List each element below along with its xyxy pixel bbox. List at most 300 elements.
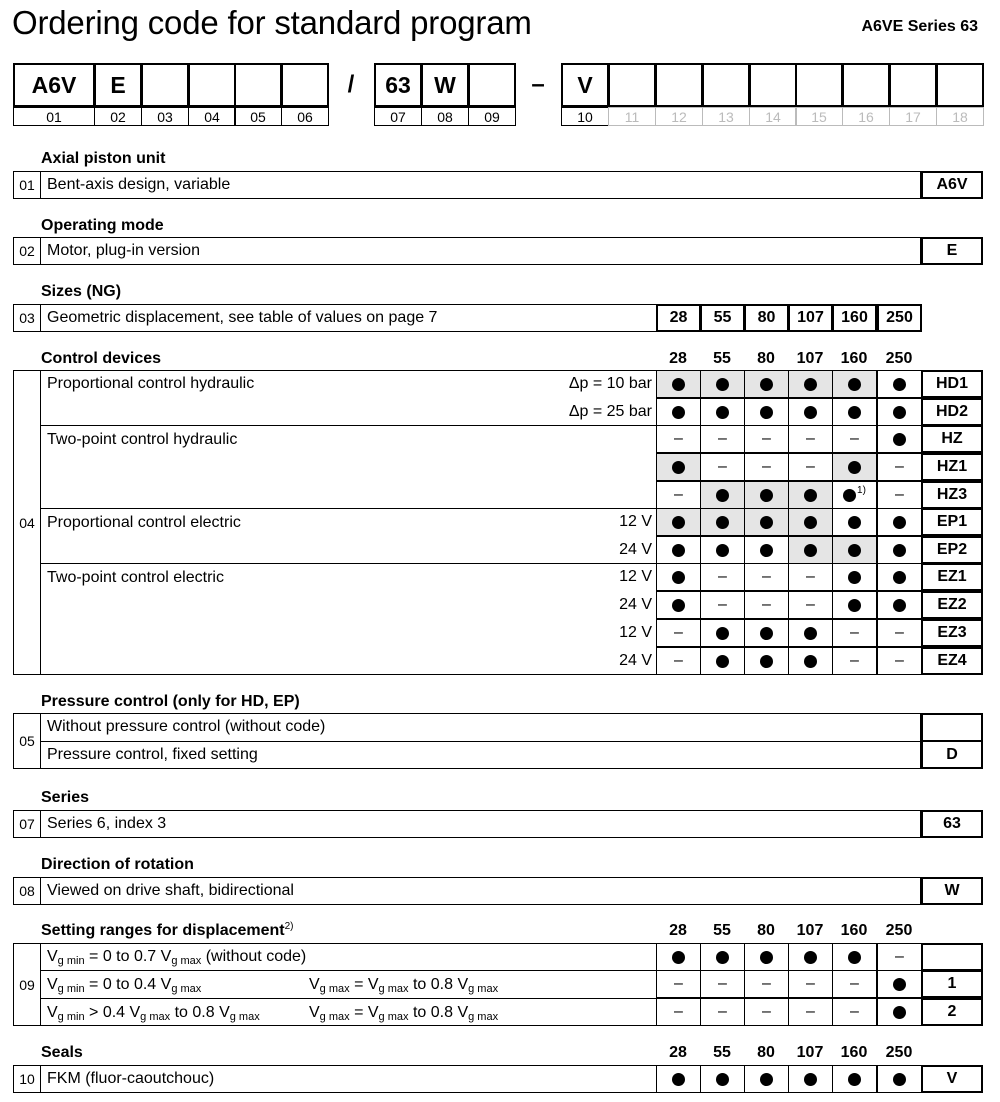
not-available-dash: – xyxy=(806,568,815,585)
available-dot-icon xyxy=(804,951,817,964)
code-none xyxy=(921,713,983,742)
availability-cell-80 xyxy=(744,1065,789,1093)
available-dot-icon xyxy=(848,951,861,964)
row-number-03: 03 xyxy=(13,304,41,332)
code-A6V: A6V xyxy=(921,171,983,199)
availability-cell-28 xyxy=(656,943,701,971)
section-title-10: Seals xyxy=(41,1044,83,1061)
footnote-mark: 1) xyxy=(857,484,866,496)
section-title-02: Operating mode xyxy=(41,217,164,234)
available-dot-icon xyxy=(804,378,817,391)
availability-cell-107 xyxy=(788,998,833,1026)
size-header-107: 107 xyxy=(796,350,824,367)
not-available-dash: – xyxy=(674,624,683,641)
code-position-05: 05 xyxy=(234,107,282,126)
not-available-dash: – xyxy=(895,624,904,641)
availability-cell-160 xyxy=(832,647,877,675)
availability-cell-160 xyxy=(832,453,877,481)
code-position-14: 14 xyxy=(749,107,797,126)
not-available-dash: – xyxy=(806,1003,815,1020)
availability-cell-107 xyxy=(788,970,833,998)
availability-cell-55 xyxy=(700,453,745,481)
available-dot-icon xyxy=(672,406,685,419)
availability-cell-80 xyxy=(744,370,789,398)
code-box-04 xyxy=(188,63,236,107)
availability-cell-107 xyxy=(788,425,833,453)
row-condition: 24 V xyxy=(619,652,652,669)
availability-cell-160 xyxy=(832,425,877,453)
available-dot-icon xyxy=(848,378,861,391)
group-divider xyxy=(41,425,657,426)
availability-cell-250 xyxy=(877,453,922,481)
not-available-dash: – xyxy=(806,596,815,613)
group-hz-label: Two-point control hydraulic xyxy=(47,431,238,448)
code-position-07: 07 xyxy=(374,107,422,126)
row-number-02: 02 xyxy=(13,237,41,265)
code-position-10: 10 xyxy=(561,107,609,126)
code-V: V xyxy=(921,1065,983,1093)
availability-cell-160 xyxy=(832,998,877,1026)
row-divider xyxy=(41,970,657,971)
availability-cell-160 xyxy=(832,970,877,998)
not-available-dash: – xyxy=(762,596,771,613)
not-available-dash: – xyxy=(718,1003,727,1020)
availability-cell-160 xyxy=(832,943,877,971)
size-cell-80: 80 xyxy=(744,304,789,332)
not-available-dash: – xyxy=(674,1003,683,1020)
size-header-28: 28 xyxy=(669,1044,687,1061)
not-available-dash: – xyxy=(806,430,815,447)
code-EP2: EP2 xyxy=(921,536,983,564)
separator-dash: – xyxy=(531,71,545,98)
section-title-04: Control devices xyxy=(41,350,162,367)
not-available-dash: – xyxy=(850,430,859,447)
size-cell-250: 250 xyxy=(877,304,922,332)
availability-cell-250 xyxy=(877,398,922,426)
available-dot-icon xyxy=(893,516,906,529)
availability-cell-28 xyxy=(656,1065,701,1093)
availability-cell-80 xyxy=(744,425,789,453)
not-available-dash: – xyxy=(895,486,904,503)
range-code: 2 xyxy=(921,998,983,1026)
available-dot-icon xyxy=(760,406,773,419)
group-ez-label: Two-point control electric xyxy=(47,569,224,586)
availability-cell-28 xyxy=(656,563,701,591)
row-number-05: 05 xyxy=(13,713,41,769)
code-HZ3: HZ3 xyxy=(921,481,983,509)
available-dot-icon xyxy=(760,655,773,668)
group-hd-label: Proportional control hydraulic xyxy=(47,375,255,392)
availability-cell-80 xyxy=(744,508,789,536)
section-title-09: Setting ranges for displacement$^{2)}$ xyxy=(41,921,294,939)
code-EZ2: EZ2 xyxy=(921,591,983,619)
range-code xyxy=(921,943,983,971)
size-cell-55: 55 xyxy=(700,304,745,332)
range-code: 1 xyxy=(921,970,983,998)
availability-cell-28 xyxy=(656,591,701,619)
available-dot-icon xyxy=(716,1073,729,1086)
code-box-06 xyxy=(281,63,329,107)
availability-cell-28 xyxy=(656,536,701,564)
section-title-01: Axial piston unit xyxy=(41,150,166,167)
availability-cell-55 xyxy=(700,425,745,453)
not-available-dash: – xyxy=(762,430,771,447)
code-position-17: 17 xyxy=(889,107,937,126)
available-dot-icon xyxy=(848,406,861,419)
row-condition: 12 V xyxy=(619,624,652,641)
size-header-80: 80 xyxy=(757,922,775,939)
available-dot-icon xyxy=(893,571,906,584)
code-box-12 xyxy=(655,63,703,107)
available-dot-icon xyxy=(716,516,729,529)
code-position-04: 04 xyxy=(188,107,236,126)
availability-cell-107 xyxy=(788,647,833,675)
available-dot-icon xyxy=(804,406,817,419)
availability-cell-107 xyxy=(788,508,833,536)
code-box-01: A6V xyxy=(13,63,95,107)
code-D: D xyxy=(921,740,983,769)
availability-cell-107 xyxy=(788,536,833,564)
size-header-250: 250 xyxy=(885,350,913,367)
not-available-dash: – xyxy=(806,458,815,475)
availability-cell-107 xyxy=(788,563,833,591)
size-header-55: 55 xyxy=(713,1044,731,1061)
availability-cell-28 xyxy=(656,398,701,426)
size-header-80: 80 xyxy=(757,350,775,367)
row-text-01: Bent-axis design, variable xyxy=(47,176,231,193)
available-dot-icon xyxy=(672,461,685,474)
row-text-08: Viewed on drive shaft, bidirectional xyxy=(47,882,294,899)
row-condition: 24 V xyxy=(619,596,652,613)
availability-cell-160 xyxy=(832,398,877,426)
availability-cell-80 xyxy=(744,998,789,1026)
size-header-28: 28 xyxy=(669,350,687,367)
code-position-02: 02 xyxy=(94,107,142,126)
range-text-2-right: $V_{g max} = V_{g max}$ to 0.8 $V_{g max}$ xyxy=(309,1004,499,1023)
size-header-55: 55 xyxy=(713,350,731,367)
available-dot-icon xyxy=(804,655,817,668)
size-header-107: 107 xyxy=(796,922,824,939)
available-dot-icon xyxy=(760,627,773,640)
available-dot-icon xyxy=(893,544,906,557)
not-available-dash: – xyxy=(762,975,771,992)
available-dot-icon xyxy=(893,378,906,391)
code-position-08: 08 xyxy=(421,107,469,126)
availability-cell-107 xyxy=(788,619,833,647)
available-dot-icon xyxy=(843,489,856,502)
available-dot-icon xyxy=(716,655,729,668)
availability-cell-160 xyxy=(832,591,877,619)
availability-cell-55 xyxy=(700,943,745,971)
not-available-dash: – xyxy=(850,975,859,992)
availability-cell-160 xyxy=(832,481,877,509)
row-number-10: 10 xyxy=(13,1065,41,1093)
availability-cell-28 xyxy=(656,619,701,647)
code-HD2: HD2 xyxy=(921,398,983,426)
row-condition: 24 V xyxy=(619,541,652,558)
availability-cell-80 xyxy=(744,591,789,619)
code-position-11: 11 xyxy=(608,107,656,126)
series-header: A6VE Series 63 xyxy=(861,18,978,35)
availability-cell-160 xyxy=(832,536,877,564)
availability-cell-55 xyxy=(700,591,745,619)
not-available-dash: – xyxy=(895,458,904,475)
section-title-08: Direction of rotation xyxy=(41,856,194,873)
available-dot-icon xyxy=(893,1006,906,1019)
available-dot-icon xyxy=(893,978,906,991)
section-title-07: Series xyxy=(41,789,90,806)
code-position-13: 13 xyxy=(702,107,750,126)
available-dot-icon xyxy=(848,1073,861,1086)
available-dot-icon xyxy=(672,516,685,529)
code-box-02: E xyxy=(94,63,142,107)
row-number-08: 08 xyxy=(13,877,41,905)
available-dot-icon xyxy=(716,544,729,557)
not-available-dash: – xyxy=(674,486,683,503)
availability-cell-160 xyxy=(832,563,877,591)
not-available-dash: – xyxy=(718,975,727,992)
availability-cell-250 xyxy=(877,536,922,564)
available-dot-icon xyxy=(760,489,773,502)
availability-cell-80 xyxy=(744,536,789,564)
row-divider xyxy=(41,741,921,742)
not-available-dash: – xyxy=(895,652,904,669)
not-available-dash: – xyxy=(674,430,683,447)
availability-cell-55 xyxy=(700,998,745,1026)
code-box-10: V xyxy=(561,63,609,107)
available-dot-icon xyxy=(716,378,729,391)
code-position-03: 03 xyxy=(141,107,189,126)
code-E: E xyxy=(921,237,983,265)
row-desc-07 xyxy=(41,810,921,838)
size-header-28: 28 xyxy=(669,922,687,939)
code-box-03 xyxy=(141,63,189,107)
code-position-06: 06 xyxy=(281,107,329,126)
code-HD1: HD1 xyxy=(921,370,983,398)
row-number-04: 04 xyxy=(13,370,41,675)
available-dot-icon xyxy=(804,1073,817,1086)
available-dot-icon xyxy=(672,378,685,391)
availability-cell-55 xyxy=(700,398,745,426)
not-available-dash: – xyxy=(674,975,683,992)
availability-cell-55 xyxy=(700,619,745,647)
row-text-10: FKM (fluor-caoutchouc) xyxy=(47,1070,215,1087)
size-cell-28: 28 xyxy=(656,304,701,332)
available-dot-icon xyxy=(848,599,861,612)
availability-cell-28 xyxy=(656,647,701,675)
available-dot-icon xyxy=(760,1073,773,1086)
size-header-250: 250 xyxy=(885,1044,913,1061)
range-text-0: $V_{g min} = 0$ to 0.7 $V_{g max}$ (without code) xyxy=(47,948,307,967)
available-dot-icon xyxy=(848,544,861,557)
available-dot-icon xyxy=(672,1073,685,1086)
not-available-dash: – xyxy=(762,458,771,475)
not-available-dash: – xyxy=(674,652,683,669)
availability-cell-250 xyxy=(877,563,922,591)
not-available-dash: – xyxy=(718,596,727,613)
availability-cell-80 xyxy=(744,970,789,998)
availability-cell-250 xyxy=(877,943,922,971)
availability-cell-107 xyxy=(788,943,833,971)
availability-cell-250 xyxy=(877,591,922,619)
available-dot-icon xyxy=(848,516,861,529)
availability-cell-160 xyxy=(832,1065,877,1093)
availability-cell-80 xyxy=(744,647,789,675)
availability-cell-107 xyxy=(788,370,833,398)
available-dot-icon xyxy=(804,516,817,529)
size-header-55: 55 xyxy=(713,922,731,939)
availability-cell-80 xyxy=(744,943,789,971)
code-position-09: 09 xyxy=(468,107,516,126)
code-position-16: 16 xyxy=(842,107,890,126)
code-EZ1: EZ1 xyxy=(921,563,983,591)
size-header-250: 250 xyxy=(885,922,913,939)
code-box-05 xyxy=(234,63,282,107)
available-dot-icon xyxy=(716,406,729,419)
range-text-2: $V_{g min} > 0.4$ $V_{g max}$ to 0.8 $V_{g max}$ xyxy=(47,1004,260,1023)
availability-cell-250 xyxy=(877,425,922,453)
code-box-16 xyxy=(842,63,890,107)
availability-cell-80 xyxy=(744,398,789,426)
availability-cell-28 xyxy=(656,370,701,398)
availability-cell-107 xyxy=(788,398,833,426)
code-box-09 xyxy=(468,63,516,107)
available-dot-icon xyxy=(893,406,906,419)
available-dot-icon xyxy=(672,571,685,584)
available-dot-icon xyxy=(716,489,729,502)
availability-cell-28 xyxy=(656,425,701,453)
not-available-dash: – xyxy=(850,624,859,641)
code-position-15: 15 xyxy=(795,107,843,126)
not-available-dash: – xyxy=(718,458,727,475)
code-EP1: EP1 xyxy=(921,508,983,536)
availability-cell-80 xyxy=(744,453,789,481)
code-HZ: HZ xyxy=(921,425,983,453)
not-available-dash: – xyxy=(762,1003,771,1020)
availability-cell-55 xyxy=(700,481,745,509)
availability-cell-250 xyxy=(877,647,922,675)
size-header-160: 160 xyxy=(840,350,868,367)
availability-cell-28 xyxy=(656,970,701,998)
row-text-03: Geometric displacement, see table of values on page 7 xyxy=(47,309,438,326)
available-dot-icon xyxy=(760,378,773,391)
availability-cell-250 xyxy=(877,998,922,1026)
available-dot-icon xyxy=(760,516,773,529)
availability-cell-250 xyxy=(877,619,922,647)
code-EZ3: EZ3 xyxy=(921,619,983,647)
available-dot-icon xyxy=(716,627,729,640)
available-dot-icon xyxy=(804,627,817,640)
available-dot-icon xyxy=(760,544,773,557)
available-dot-icon xyxy=(716,951,729,964)
availability-cell-80 xyxy=(744,563,789,591)
code-position-18: 18 xyxy=(936,107,984,126)
row-condition: 12 V xyxy=(619,568,652,585)
availability-cell-55 xyxy=(700,970,745,998)
availability-cell-28 xyxy=(656,508,701,536)
section-title-05: Pressure control (only for HD, EP) xyxy=(41,693,300,710)
availability-cell-160 xyxy=(832,508,877,536)
row-text-05b: Pressure control, fixed setting xyxy=(47,746,258,763)
size-cell-160: 160 xyxy=(832,304,877,332)
row-number-07: 07 xyxy=(13,810,41,838)
code-box-15 xyxy=(795,63,843,107)
not-available-dash: – xyxy=(762,568,771,585)
row-divider xyxy=(41,998,657,999)
availability-cell-55 xyxy=(700,508,745,536)
availability-cell-55 xyxy=(700,1065,745,1093)
available-dot-icon xyxy=(893,1073,906,1086)
code-63: 63 xyxy=(921,810,983,838)
row-text-05a: Without pressure control (without code) xyxy=(47,718,326,735)
code-box-17 xyxy=(889,63,937,107)
availability-cell-80 xyxy=(744,481,789,509)
availability-cell-55 xyxy=(700,536,745,564)
availability-cell-55 xyxy=(700,563,745,591)
group-divider xyxy=(41,508,657,509)
group-divider xyxy=(41,563,657,564)
code-box-07: 63 xyxy=(374,63,422,107)
availability-cell-250 xyxy=(877,370,922,398)
availability-cell-107 xyxy=(788,1065,833,1093)
code-box-18 xyxy=(936,63,984,107)
availability-cell-250 xyxy=(877,481,922,509)
code-box-11 xyxy=(608,63,656,107)
availability-cell-80 xyxy=(744,619,789,647)
code-EZ4: EZ4 xyxy=(921,647,983,675)
row-number-09: 09 xyxy=(13,943,41,1026)
not-available-dash: – xyxy=(718,568,727,585)
row-text-02: Motor, plug-in version xyxy=(47,242,200,259)
code-box-08: W xyxy=(421,63,469,107)
not-available-dash: – xyxy=(806,975,815,992)
available-dot-icon xyxy=(893,433,906,446)
not-available-dash: – xyxy=(895,948,904,965)
row-text-07: Series 6, index 3 xyxy=(47,815,167,832)
size-header-80: 80 xyxy=(757,1044,775,1061)
group-ep-label: Proportional control electric xyxy=(47,514,241,531)
available-dot-icon xyxy=(672,544,685,557)
available-dot-icon xyxy=(893,599,906,612)
size-header-107: 107 xyxy=(796,1044,824,1061)
size-header-160: 160 xyxy=(840,922,868,939)
availability-cell-107 xyxy=(788,591,833,619)
page-title: Ordering code for standard program xyxy=(12,4,532,41)
available-dot-icon xyxy=(848,461,861,474)
separator-slash: / xyxy=(347,71,355,98)
not-available-dash: – xyxy=(718,430,727,447)
available-dot-icon xyxy=(804,489,817,502)
availability-cell-28 xyxy=(656,998,701,1026)
available-dot-icon xyxy=(804,544,817,557)
row-condition: Δp = 25 bar xyxy=(568,403,652,420)
code-box-14 xyxy=(749,63,797,107)
code-position-12: 12 xyxy=(655,107,703,126)
available-dot-icon xyxy=(848,571,861,584)
available-dot-icon xyxy=(760,951,773,964)
availability-cell-55 xyxy=(700,370,745,398)
availability-cell-250 xyxy=(877,508,922,536)
section-title-03: Sizes (NG) xyxy=(41,283,122,300)
code-W: W xyxy=(921,877,983,905)
size-cell-107: 107 xyxy=(788,304,833,332)
available-dot-icon xyxy=(672,599,685,612)
row-condition: Δp = 10 bar xyxy=(568,375,652,392)
availability-cell-160 xyxy=(832,619,877,647)
availability-cell-250 xyxy=(877,1065,922,1093)
size-header-160: 160 xyxy=(840,1044,868,1061)
availability-cell-28 xyxy=(656,481,701,509)
